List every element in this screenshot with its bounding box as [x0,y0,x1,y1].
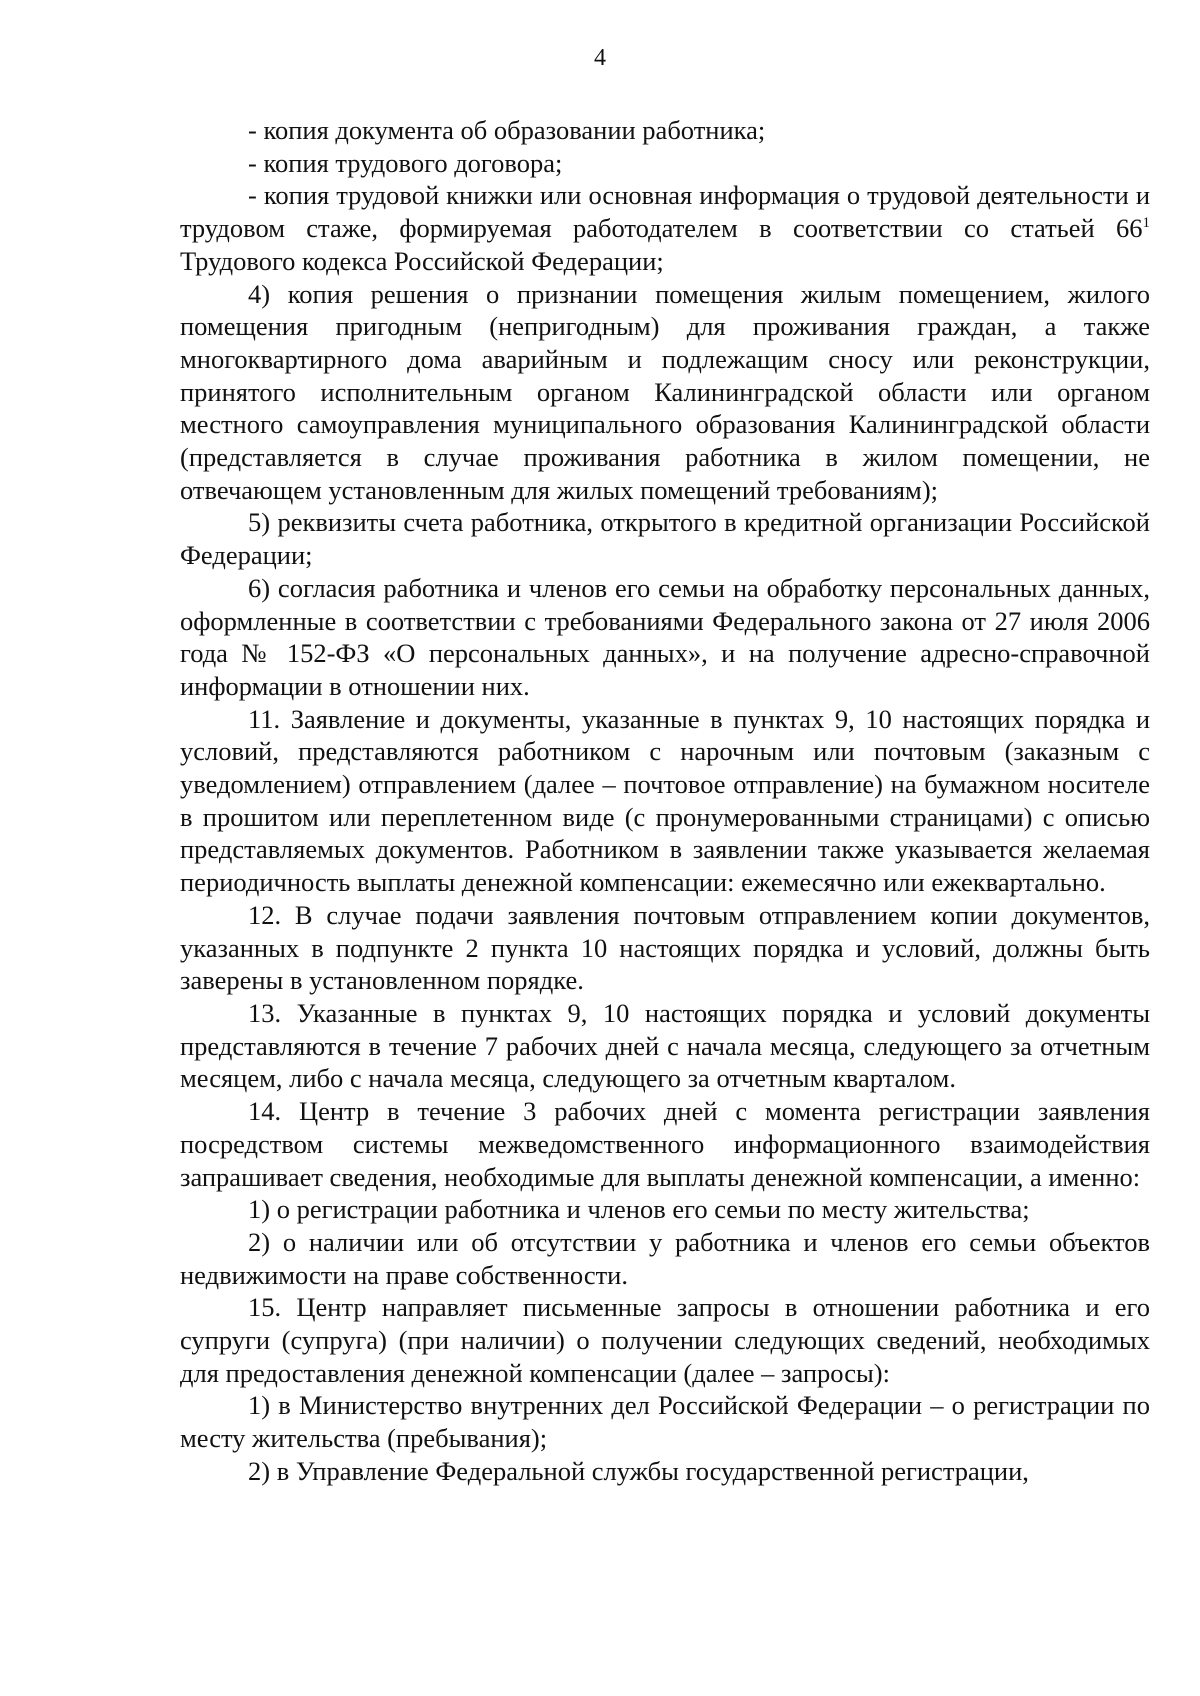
paragraph: 1) в Министерство внутренних дел Российской Федерации – о регистрации по месту жительства (пребывания); [180,1390,1150,1454]
paragraph: 1) о регистрации работника и членов его семьи по месту жительства; [248,1194,1030,1225]
paragraph: - копия документа об образовании работника; [248,115,766,145]
paragraph: 13. Указанные в пунктах 9, 10 настоящих порядка и условий документы представляются в течение 7 рабочих дней с начала месяца, следующего за отчетным месяцем, либо с начала месяца, следующего за отчетным кварталом. [180,997,1150,1094]
paragraph: 14. Центр в течение 3 рабочих дней с момента регистрации заявления посредством системы межведомственного информационного взаимодействия запрашивает сведения, необходимые для выплаты денежной компенсации, а именно: [180,1096,1150,1192]
paragraph: 2) в Управление Федеральной службы государственной регистрации, [248,1455,1029,1486]
paragraph: 6) согласия работника и членов его семьи на обработку персональных данных, оформленные в соответствии с требованиями Федерального закона от 27 июля 2006 года № 152-ФЗ «О персональных данных», и на получение адресно-справочной информации в отношении них. [180,572,1150,701]
paragraph [180,179,1150,277]
paragraph: 12. В случае подачи заявления почтовым отправлением копии документов, указанных в подпункте 2 пункта 10 настоящих порядка и условий, должны быть заверены в установленном порядке. [180,899,1150,996]
paragraph: 5) реквизиты счета работника, открытого в кредитной организации Российской Федерации; [180,507,1150,571]
paragraph: 11. Заявление и документы, указанные в пунктах 9, 10 настоящих порядка и условий, представляются работником с нарочным или почтовым (заказным с уведомлением) отправлением (далее – почтовое отправление) на бумажном носителе в прошитом или переплетенном виде (с пронумерованными страницами) с описью представляемых документов. Работником в заявлении также указывается желаемая периодичность выплаты денежной компенсации: ежемесячно или ежеквартально. [180,703,1150,898]
paragraph: 15. Центр направляет письменные запросы в отношении работника и его супруги (супруга) (при наличии) о получении следующих сведений, необходимых для предоставления денежной компенсации (далее – запросы): [180,1292,1150,1388]
document-body [180,114,1150,1488]
paragraph: - копия трудового договора; [248,147,563,178]
paragraph-text: Трудового кодекса Российской Федерации; [180,245,664,276]
page-number: 4 [594,45,606,71]
superscript: 1 [1142,215,1150,232]
paragraph: 2) о наличии или об отсутствии у работника и членов его семьи объектов недвижимости на праве собственности. [180,1226,1150,1290]
paragraph-text: - копия трудовой книжки или основная информация о трудовой деятельности и трудовом стаже, формируемая работодателем в соответствии со статьей 66 [180,180,1150,244]
paragraph: 4) копия решения о признании помещения жилым помещением, жилого помещения пригодным (непригодным) для проживания граждан, а также многоквартирного дома аварийным и подлежащим сносу или реконструкции, принятого исполнительным органом Калининградской области или органом местного самоуправления муниципального образования Калининградской области (представляется в случае проживания работника в жилом помещении, не отвечающем установленным для жилых помещений требованиям); [180,278,1150,505]
